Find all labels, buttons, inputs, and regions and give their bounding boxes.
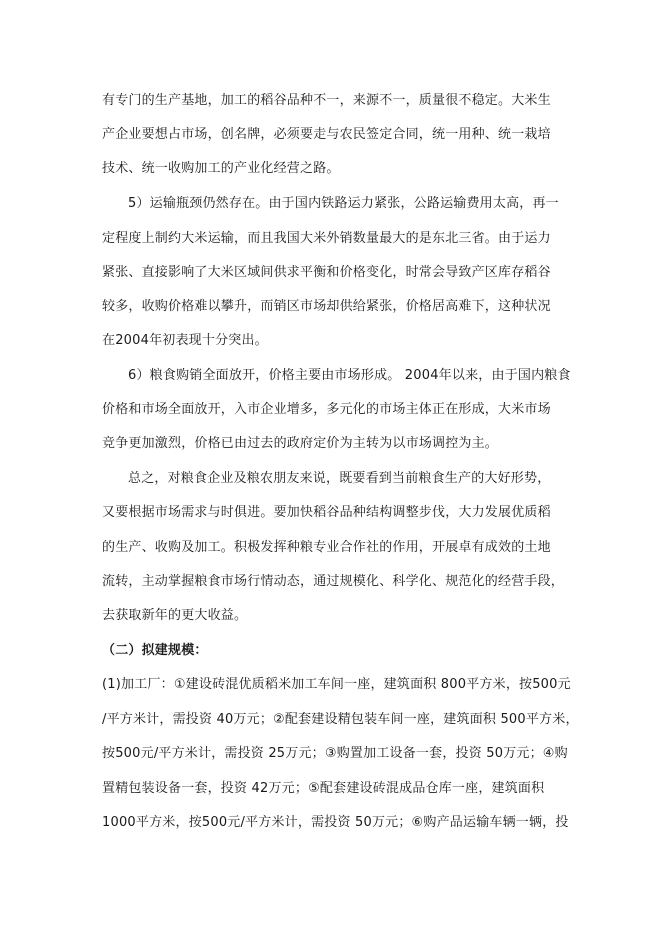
text-line: 产企业要想占市场，创名牌，必须要走与农民签定合同，统一用种、统一栽培 — [102, 127, 551, 142]
text-line: /平方米计，需投资 40万元；②配套建设精包装车间一座，建筑面积 500平方米， — [102, 712, 579, 727]
text-line: 在2004年初表现十分突出。 — [102, 333, 268, 348]
text-line: 又要根据市场需求与时俱进。要加快稻谷品种结构调整步伐，大力发展优质稻 — [102, 505, 551, 520]
text-line: 价格和市场全面放开，入市企业增多，多元化的市场主体正在形成，大米市场 — [102, 402, 551, 417]
text-line: 技术、统一收购加工的产业化经营之路。 — [102, 161, 340, 176]
text-line: 6）粮食购销全面放开，价格主要由市场形成。 2004年以来，由于国内粮食 — [128, 368, 571, 383]
text-line: 5）运输瓶颈仍然存在。由于国内铁路运力紧张，公路运输费用太高，再一 — [128, 196, 559, 211]
text-line: 流转，主动掌握粮食市场行情动态，通过规模化、科学化、规范化的经营手段， — [102, 574, 565, 589]
text-line: 定程度上制约大米运输，而且我国大米外销数量最大的是东北三省。由于运力 — [102, 231, 551, 246]
text-line: 紧张、直接影响了大米区域间供求平衡和价格变化，时常会导致产区库存稻谷 — [102, 265, 551, 280]
text-line: 1000平方米，按500元/平方米计，需投资 50万元；⑥购产品运输车辆一辆，投 — [102, 815, 569, 830]
text-line: 较多，收购价格难以攀升，而销区市场却供给紧张，价格居高难下，这种状况 — [102, 299, 551, 314]
text-line: 的生产、收购及加工。积极发挥种粮专业合作社的作用，开展卓有成效的土地 — [102, 540, 551, 555]
text-line: (1)加工厂：①建设砖混优质稻米加工车间一座，建筑面积 800平方米，按500元 — [102, 677, 571, 692]
text-line: 竞争更加激烈，价格已由过去的政府定价为主转为以市场调控为主。 — [102, 436, 499, 451]
text-line: 总之，对粮食企业及粮农朋友来说，既要看到当前粮食生产的大好形势， — [128, 471, 551, 486]
text-line: 去获取新年的更大收益。 — [102, 608, 248, 623]
section-heading: （二）拟建规模： — [102, 643, 208, 658]
text-line: 有专门的生产基地，加工的稻谷品种不一，来源不一，质量很不稳定。大米生 — [102, 93, 551, 108]
text-line: 按500元/平方米计，需投资 25万元；③购置加工设备一套，投资 50万元；④购 — [102, 746, 568, 761]
text-line: 置精包装设备一套，投资 42万元；⑤配套建设砖混成品仓库一座，建筑面积 — [102, 781, 545, 796]
